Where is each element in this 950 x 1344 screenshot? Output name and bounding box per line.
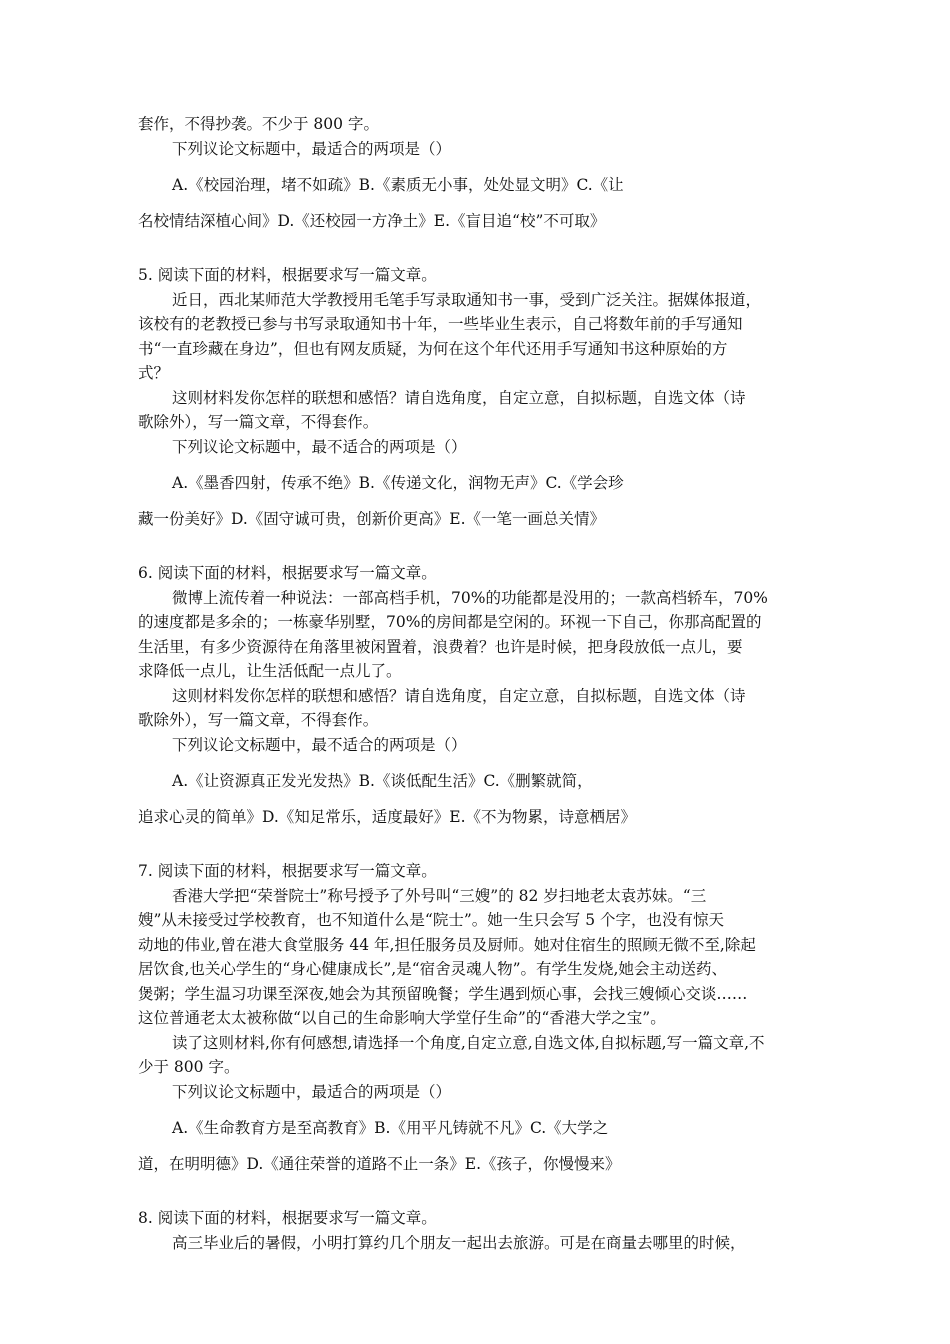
- question-heading-7: 7. 阅读下面的材料，根据要求写一篇文章。: [138, 862, 437, 880]
- options-line: 道，在明明德》D.《通往荣誉的道路不止一条》E.《孩子，你慢慢来》: [138, 1155, 621, 1173]
- question-prompt: 下列议论文标题中，最适合的两项是（）: [172, 139, 452, 158]
- options-line: A.《让资源真正发光发热》B.《谈低配生活》C.《删繁就简，: [172, 772, 593, 790]
- paragraph-line: 这位普通老太太被称做“以自己的生命影响大学堂仔生命”的“香港大学之宝”。: [138, 1009, 666, 1027]
- paragraph-line: 近日，西北某师范大学教授用毛笔手写录取通知书一事，受到广泛关注。据媒体报道，: [172, 290, 762, 309]
- paragraph-line: 读了这则材料,你有何感想,请选择一个角度,自定立意,自选文体,自拟标题,写一篇文章,不: [172, 1033, 765, 1052]
- question-heading-8: 8. 阅读下面的材料，根据要求写一篇文章。: [138, 1209, 437, 1227]
- question-heading-5: 5. 阅读下面的材料，根据要求写一篇文章。: [138, 266, 437, 284]
- paragraph-line: 居饮食,也关心学生的“身心健康成长”,是“宿舍灵魂人物”。有学生发烧,她会主动送药、: [138, 960, 727, 978]
- paragraph-line: 嫂”从未接受过学校教育，也不知道什么是“院士”。她一生只会写 5 个字，也没有惊天: [138, 911, 724, 929]
- options-line: 名校情结深植心间》D.《还校园一方净土》E.《盲目追“校”不可取》: [138, 212, 606, 230]
- question-prompt: 下列议论文标题中，最不适合的两项是（）: [172, 735, 467, 754]
- paragraph-line: 高三毕业后的暑假，小明打算约几个朋友一起出去旅游。可是在商量去哪里的时候，: [172, 1233, 746, 1252]
- paragraph-line: 书“一直珍藏在身边”，但也有网友质疑，为何在这个年代还用手写通知书这种原始的方: [138, 339, 728, 358]
- question-prompt: 下列议论文标题中，最适合的两项是（）: [172, 1082, 452, 1101]
- paragraph-line: 歌除外），写一篇文章，不得套作。: [138, 413, 379, 431]
- options-line: 藏一份美好》D.《固守诚可贵，创新价更高》E.《一笔一画总关情》: [138, 510, 606, 528]
- question-prompt: 下列议论文标题中，最不适合的两项是（）: [172, 437, 467, 456]
- paragraph-line: 式？: [138, 364, 170, 382]
- options-line: A.《墨香四射，传承不绝》B.《传递文化，润物无声》C.《学会珍: [172, 474, 624, 492]
- paragraph-line: 这则材料发你怎样的联想和感悟？请自选角度，自定立意，自拟标题，自选文体（诗: [172, 388, 746, 407]
- paragraph-line: 该校有的老教授已参与书写录取通知书十年，一些毕业生表示，自己将数年前的手写通知: [138, 315, 743, 333]
- paragraph-line: 微博上流传着一种说法：一部高档手机，70%的功能都是没用的；一款高档轿车，70%: [172, 588, 768, 607]
- intro-line: 套作，不得抄袭。不少于 800 字。: [138, 115, 379, 133]
- options-line: A.《生命教育方是至高教育》B.《用平凡铸就不凡》C.《大学之: [172, 1119, 609, 1137]
- paragraph-line: 香港大学把“荣誉院士”称号授予了外号叫“三嫂”的 82 岁扫地老太袁苏妹。“三: [172, 886, 707, 905]
- options-line: 追求心灵的简单》D.《知足常乐，适度最好》E.《不为物累，诗意栖居》: [138, 808, 637, 826]
- paragraph-line: 歌除外），写一篇文章，不得套作。: [138, 711, 379, 729]
- paragraph-line: 动地的伟业,曾在港大食堂服务 44 年,担任服务员及厨师。她对住宿生的照顾无微不至,除起: [138, 935, 756, 954]
- paragraph-line: 煲粥；学生温习功课至深夜,她会为其预留晚餐；学生遇到烦心事，会找三嫂倾心交谈……: [138, 984, 748, 1003]
- paragraph-line: 生活里，有多少资源待在角落里被闲置着，浪费着？也许是时候，把身段放低一点儿，要: [138, 637, 743, 656]
- paragraph-line: 求降低一点儿，让生活低配一点儿了。: [138, 662, 402, 680]
- paragraph-line: 少于 800 字。: [138, 1058, 240, 1076]
- paragraph-line: 这则材料发你怎样的联想和感悟？请自选角度，自定立意，自拟标题，自选文体（诗: [172, 686, 746, 705]
- options-line: A.《校园治理，堵不如疏》B.《素质无小事，处处显文明》C.《让: [172, 176, 624, 194]
- document-content: [138, 112, 818, 1255]
- paragraph-line: 的速度都是多余的；一栋豪华别墅，70%的房间都是空闲的。环视一下自己，你那高配置的: [138, 613, 762, 631]
- question-heading-6: 6. 阅读下面的材料，根据要求写一篇文章。: [138, 564, 437, 582]
